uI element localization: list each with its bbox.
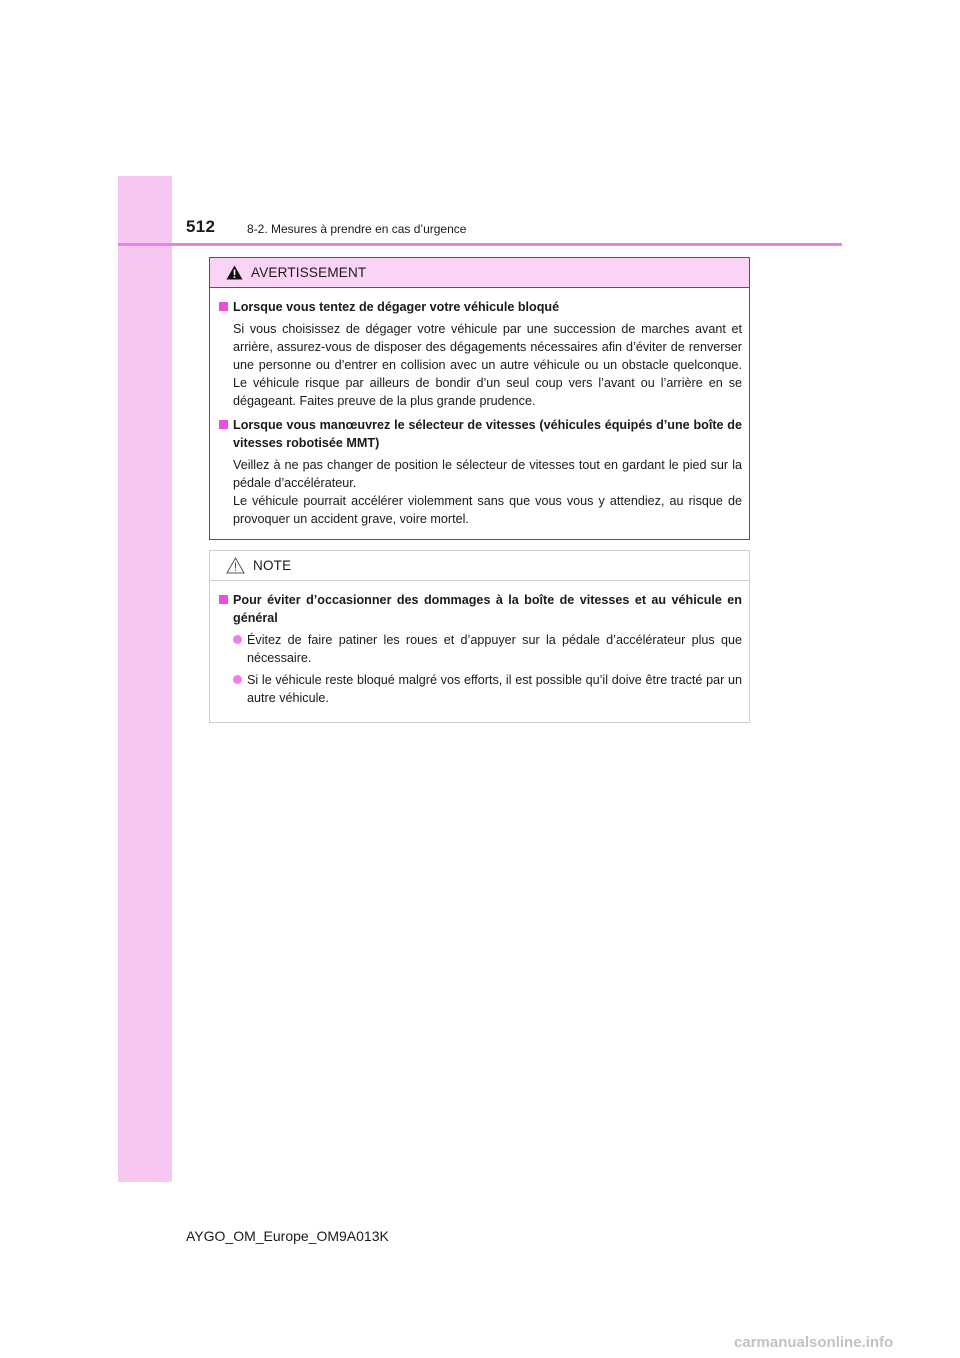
note-bullet: Évitez de faire patiner les roues et d’appuyer sur la pédale d’accélérateur plus que nécessaire. — [217, 631, 742, 667]
circle-bullet-icon — [233, 675, 242, 684]
warning-icon — [226, 265, 243, 280]
warning-item-title: Lorsque vous manœuvrez le sélecteur de vitesses (véhicules équipés d’une boîte de vitesses robotisée MMT) — [217, 416, 742, 452]
section-title: 8-2. Mesures à prendre en cas d’urgence — [247, 222, 467, 236]
page-number: 512 — [186, 217, 216, 236]
warning-item-title: Lorsque vous tentez de dégager votre véhicule bloqué — [217, 298, 742, 316]
warning-label: AVERTISSEMENT — [251, 265, 367, 280]
square-bullet-icon — [219, 302, 228, 311]
note-label: NOTE — [253, 558, 292, 573]
note-item-title: Pour éviter d’occasionner des dommages à la boîte de vitesses et au véhicule en général — [217, 591, 742, 627]
square-bullet-icon — [219, 420, 228, 429]
warning-header — [210, 258, 749, 288]
caution-icon — [226, 557, 245, 574]
square-bullet-icon — [219, 595, 228, 604]
note-box — [209, 550, 750, 723]
warning-paragraph: Veillez à ne pas changer de position le sélecteur de vitesses tout en gardant le pied sur la pédale d’accélérateur. — [233, 458, 742, 490]
watermark: carmanualsonline.info — [734, 1334, 894, 1351]
footer-doc-id: AYGO_OM_Europe_OM9A013K — [186, 1228, 389, 1244]
header-rule — [118, 243, 842, 246]
circle-bullet-icon — [233, 635, 242, 644]
note-body — [210, 581, 749, 707]
warning-paragraph: Le véhicule pourrait accélérer violemment sans que vous vous y attendiez, au risque de provoquer un accident grave, voire mortel. — [233, 494, 742, 526]
side-band — [118, 176, 172, 1182]
warning-body — [210, 288, 749, 528]
warning-box — [209, 257, 750, 540]
warning-paragraph: Si vous choisissez de dégager votre véhicule par une succession de marches avant et arrière, assurez-vous de disposer des dégagements nécessaires afin d’éviter de renverser une personne ou d’entrer en collision avec un autre véhicule ou un obstacle quelconque. Le véhicule risque par ailleurs de bondir d’un seul coup vers l’avant ou l’arrière en se dégageant. Faites preuve de la plus grande prudence. — [233, 322, 742, 408]
note-bullet: Si le véhicule reste bloqué malgré vos efforts, il est possible qu’il doive être tracté par un autre véhicule. — [217, 671, 742, 707]
note-header — [210, 551, 749, 581]
